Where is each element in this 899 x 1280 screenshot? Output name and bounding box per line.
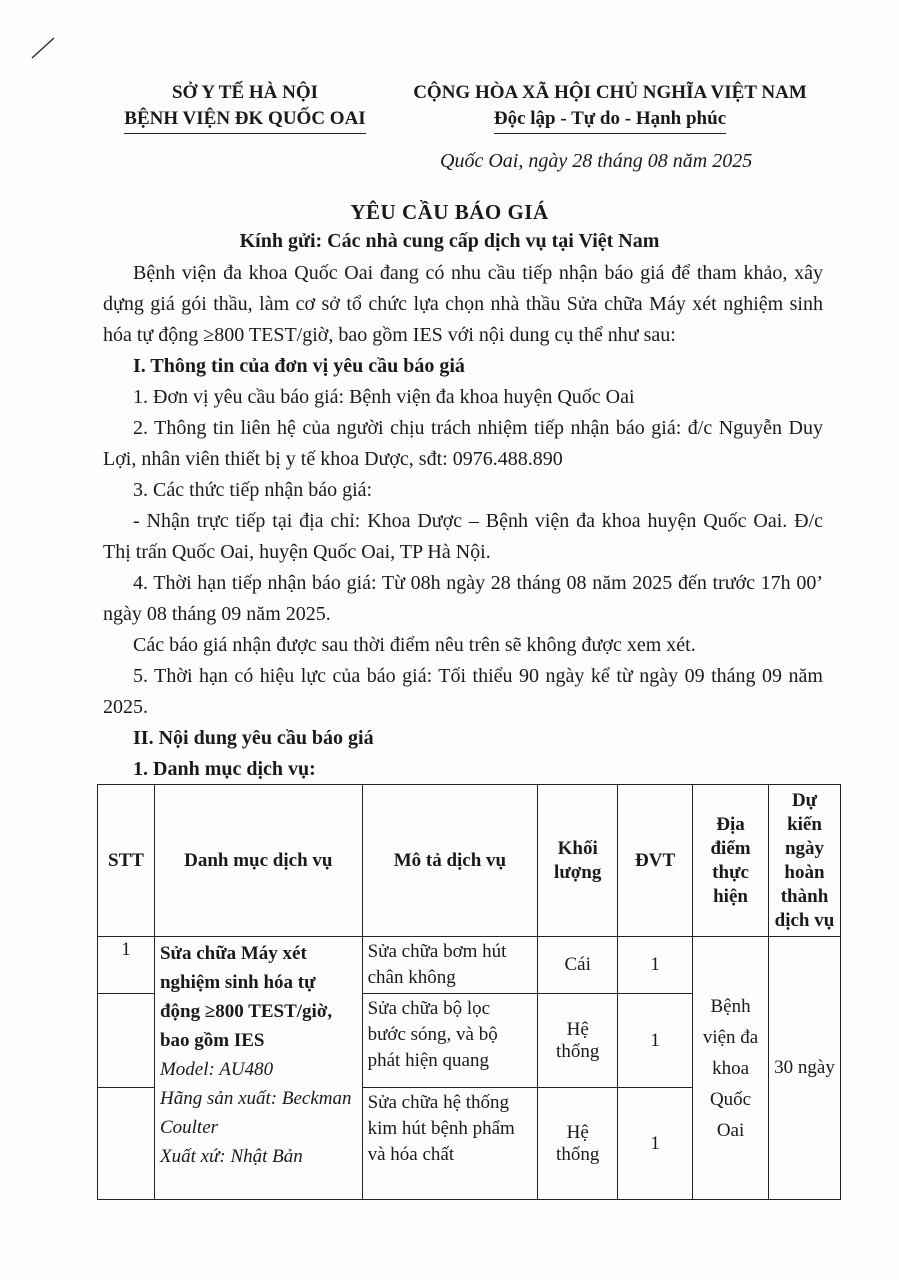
intro-paragraph: Bệnh viện đa khoa Quốc Oai đang có nhu cầu tiếp nhận báo giá để tham khảo, xây dựng giá gói thầu, làm cơ sở tổ chức lựa chọn nhà thầu Sửa chữa Máy xét nghiệm sinh hóa tự động ≥800 TEST/giờ, bao gồm IES với nội dung cụ thể như sau: <box>103 262 823 346</box>
service-time: 30 ngày <box>769 937 841 1200</box>
service-unit: 1 <box>618 994 693 1088</box>
service-desc: Sửa chữa hệ thống kim hút bệnh phẩm và hóa chất <box>362 1088 538 1200</box>
section-2-sub-1: 1. Danh mục dịch vụ: <box>133 758 316 780</box>
section-1-item-3: 3. Các thức tiếp nhận báo giá: <box>133 479 373 501</box>
row-stt: 1 <box>98 937 155 994</box>
col-header-time: Dự kiến ngày hoàn thành dịch vụ <box>769 785 841 937</box>
col-header-stt: STT <box>98 785 155 937</box>
service-unit: 1 <box>618 1088 693 1200</box>
service-table <box>97 784 841 1200</box>
country-name: CỘNG HÒA XÃ HỘI CHỦ NGHĨA VIỆT NAM <box>413 82 807 103</box>
national-motto: Độc lập - Tự do - Hạnh phúc <box>494 106 726 134</box>
pen-mark-icon <box>30 32 60 62</box>
section-1-item-3-address: - Nhận trực tiếp tại địa chỉ: Khoa Dược – Bệnh viện đa khoa huyện Quốc Oai. Đ/c Thị trấn Quốc Oai, huyện Quốc Oai, TP Hà Nội. <box>103 510 823 563</box>
section-1-item-2: 2. Thông tin liên hệ của người chịu trách nhiệm tiếp nhận báo giá: đ/c Nguyễn Duy Lợi, nhân viên thiết bị y tế khoa Dược, sđt: 0976.488.890 <box>103 417 823 470</box>
col-header-place: Địa điểm thực hiện <box>693 785 769 937</box>
issuer-header <box>95 80 395 134</box>
service-place: Bệnh viện đa khoa Quốc Oai <box>693 937 769 1200</box>
section-2-heading: II. Nội dung yêu cầu báo giá <box>133 727 374 749</box>
service-qty: Cái <box>538 937 618 994</box>
service-maker: Hãng sản xuất: Beckman Coulter <box>159 1088 352 1138</box>
section-1-heading: I. Thông tin của đơn vị yêu cầu báo giá <box>133 355 465 377</box>
col-header-desc: Mô tả dịch vụ <box>362 785 538 937</box>
salutation: Kính gửi: Các nhà cung cấp dịch vụ tại Việt Nam <box>239 230 660 252</box>
row-stt-empty <box>98 1088 155 1200</box>
col-header-name: Danh mục dịch vụ <box>154 785 362 937</box>
service-qty: Hệ thống <box>538 994 618 1088</box>
document-body <box>103 258 823 785</box>
document-date: Quốc Oai, ngày 28 tháng 08 năm 2025 <box>440 150 753 172</box>
national-header <box>385 80 835 134</box>
table-row <box>98 937 841 994</box>
service-desc: Sửa chữa bơm hút chân không <box>362 937 538 994</box>
col-header-unit: ĐVT <box>618 785 693 937</box>
hospital-name: BỆNH VIỆN ĐK QUỐC OAI <box>124 106 365 134</box>
service-desc: Sửa chữa bộ lọc bước sóng, và bộ phát hiện quang <box>362 994 538 1088</box>
section-1-item-4-note: Các báo giá nhận được sau thời điểm nêu trên sẽ không được xem xét. <box>133 634 696 656</box>
service-qty: Hệ thống <box>538 1088 618 1200</box>
table-header-row <box>98 785 841 937</box>
service-name-cell <box>154 937 362 1200</box>
section-1-item-4: 4. Thời hạn tiếp nhận báo giá: Từ 08h ngày 28 tháng 08 năm 2025 đến trước 17h 00’ ngày 08 tháng 09 năm 2025. <box>103 572 823 625</box>
department-name: SỞ Y TẾ HÀ NỘI <box>171 82 319 103</box>
col-header-qty: Khối lượng <box>538 785 618 937</box>
row-stt-empty <box>98 994 155 1088</box>
service-origin: Xuất xứ: Nhật Bản <box>159 1146 303 1167</box>
service-model: Model: AU480 <box>159 1059 274 1080</box>
section-1-item-5: 5. Thời hạn có hiệu lực của báo giá: Tối thiểu 90 ngày kể từ ngày 09 tháng 09 năm 2025. <box>103 665 823 718</box>
section-1-item-1: 1. Đơn vị yêu cầu báo giá: Bệnh viện đa khoa huyện Quốc Oai <box>133 386 635 408</box>
service-name: Sửa chữa Máy xét nghiệm sinh hóa tự động ≥800 TEST/giờ, bao gồm IES <box>159 943 333 1051</box>
service-unit: 1 <box>618 937 693 994</box>
document-title: YÊU CẦU BÁO GIÁ <box>350 200 549 224</box>
